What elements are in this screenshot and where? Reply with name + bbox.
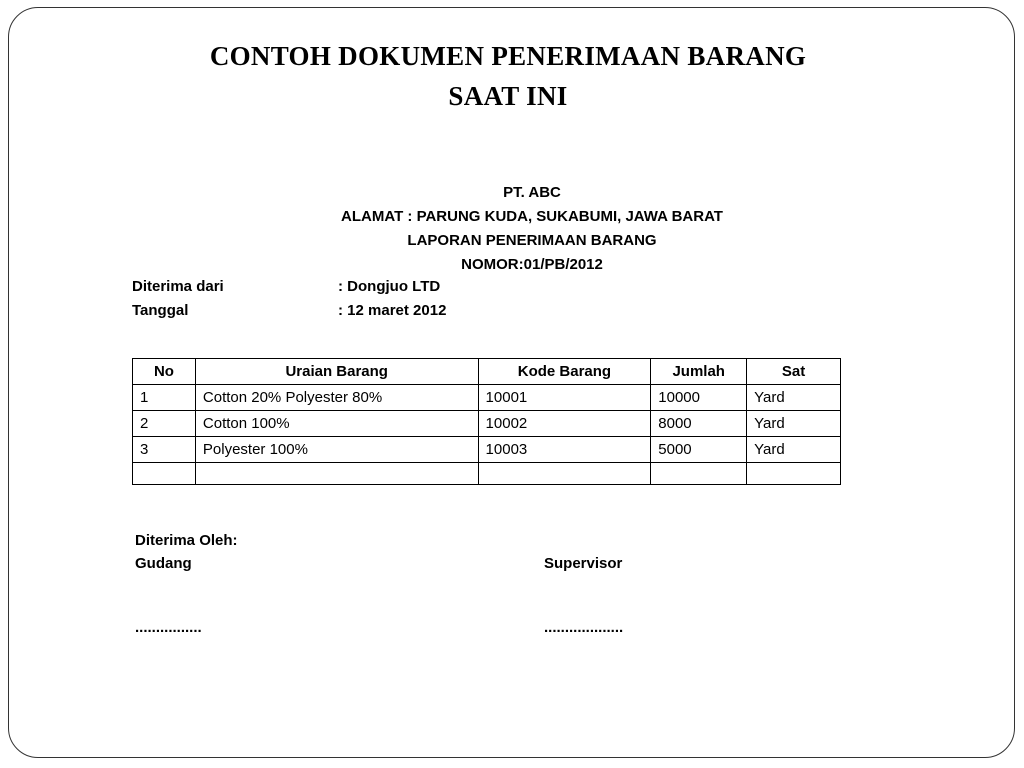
cell-sat: Yard — [747, 437, 841, 463]
slide-title-line-2: SAAT INI — [448, 81, 568, 111]
cell-uraian: Polyester 100% — [195, 437, 478, 463]
report-title: LAPORAN PENERIMAAN BARANG — [407, 232, 657, 249]
cell-sat: Yard — [747, 385, 841, 411]
supervisor-signature-line: ................... — [544, 619, 624, 636]
slide-title — [0, 36, 1016, 116]
header-kode-barang: Kode Barang — [478, 359, 651, 385]
header-jumlah: Jumlah — [651, 359, 747, 385]
cell-uraian: Cotton 20% Polyester 80% — [195, 385, 478, 411]
company-name: PT. ABC — [503, 184, 561, 201]
cell-empty — [133, 463, 196, 485]
cell-sat: Yard — [747, 411, 841, 437]
date-value: : 12 maret 2012 — [338, 302, 447, 319]
received-from-value: : Dongjuo LTD — [338, 278, 441, 295]
received-from-label: Diterima dari — [132, 278, 224, 295]
cell-no: 2 — [133, 411, 196, 437]
goods-table — [132, 358, 841, 485]
table-row — [133, 437, 841, 463]
header-no: No — [133, 359, 196, 385]
header-sat: Sat — [747, 359, 841, 385]
cell-empty — [747, 463, 841, 485]
table-row-empty — [133, 463, 841, 485]
date-label: Tanggal — [132, 302, 189, 319]
table-header-row — [133, 359, 841, 385]
slide-title-line-1: CONTOH DOKUMEN PENERIMAAN BARANG — [209, 41, 807, 71]
cell-jumlah: 5000 — [651, 437, 747, 463]
table-row — [133, 411, 841, 437]
cell-kode: 10003 — [478, 437, 651, 463]
cell-empty — [195, 463, 478, 485]
received-from-row — [132, 277, 440, 297]
warehouse-label: Gudang — [135, 555, 192, 572]
cell-no: 1 — [133, 385, 196, 411]
cell-kode: 10001 — [478, 385, 651, 411]
company-header — [332, 181, 732, 277]
received-by-label: Diterima Oleh: — [135, 532, 238, 549]
cell-uraian: Cotton 100% — [195, 411, 478, 437]
cell-kode: 10002 — [478, 411, 651, 437]
cell-jumlah: 8000 — [651, 411, 747, 437]
cell-empty — [651, 463, 747, 485]
company-address: ALAMAT : PARUNG KUDA, SUKABUMI, JAWA BARAT — [341, 208, 723, 225]
cell-no: 3 — [133, 437, 196, 463]
report-number: NOMOR:01/PB/2012 — [461, 256, 603, 273]
table-row — [133, 385, 841, 411]
header-uraian-barang: Uraian Barang — [195, 359, 478, 385]
cell-jumlah: 10000 — [651, 385, 747, 411]
date-row — [132, 301, 446, 321]
cell-empty — [478, 463, 651, 485]
warehouse-signature-line: ................ — [135, 619, 202, 636]
supervisor-label: Supervisor — [544, 555, 623, 572]
